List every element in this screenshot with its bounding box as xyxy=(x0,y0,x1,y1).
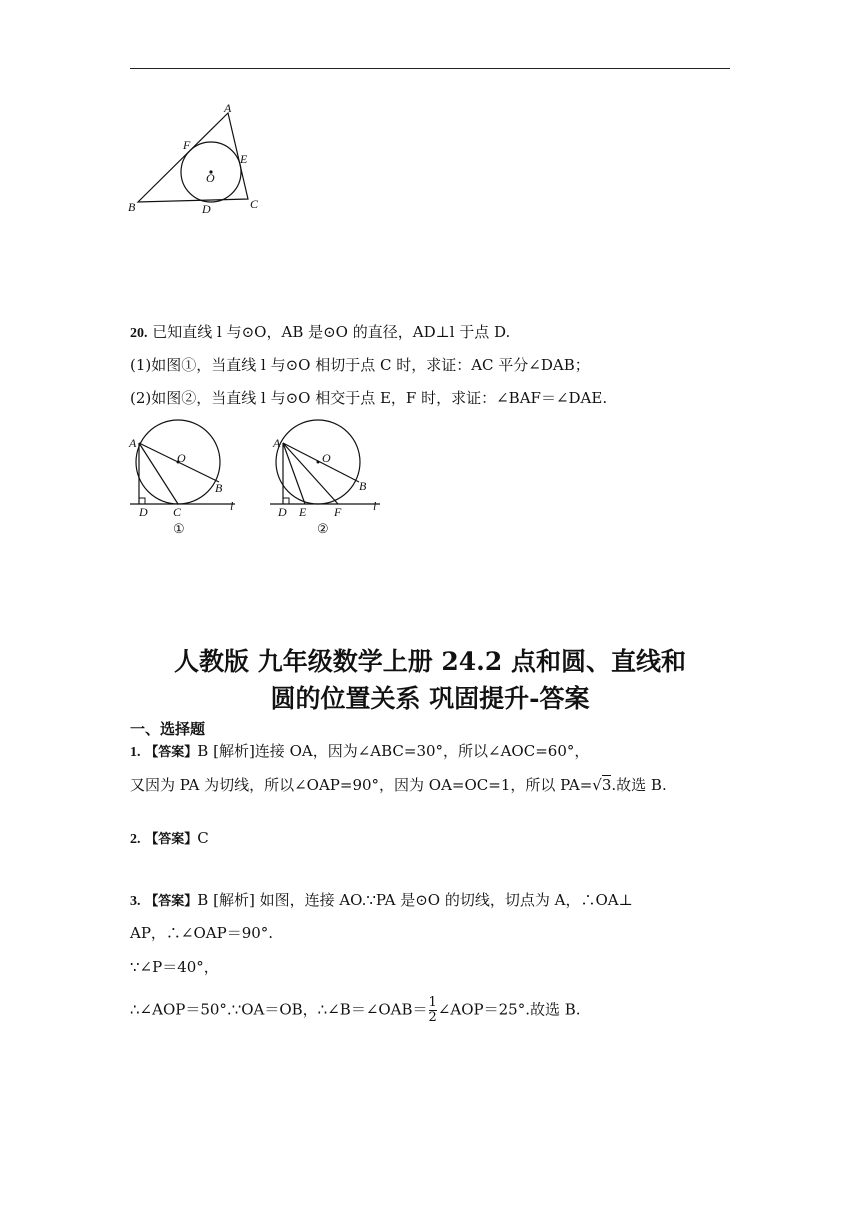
triangle-incircle-figure xyxy=(120,100,270,220)
label-C: C xyxy=(173,505,182,519)
page-title-line-2: 圆的位置关系 巩固提升-答案 xyxy=(270,684,590,713)
label-D: D xyxy=(278,505,287,519)
q20-part2: (2)如图②，当直线 l 与⊙O 相交于点 E，F 时，求证：∠BAF＝∠DAE. xyxy=(130,389,608,407)
label-E: E xyxy=(299,505,307,519)
q20-stem-text: 已知直线 l 与⊙O，AB 是⊙O 的直径，AD⊥l 于点 D. xyxy=(152,323,511,341)
label-A: A xyxy=(129,436,137,450)
label-O: O xyxy=(206,171,215,185)
answer-1-number: 1. xyxy=(130,745,141,760)
sqrt-symbol: √ xyxy=(592,776,602,794)
answer-choice: B xyxy=(197,891,209,909)
answer-2-line xyxy=(130,827,209,851)
label-D: D xyxy=(139,505,148,519)
answer-3-number: 3. xyxy=(130,894,141,909)
label-B: B xyxy=(128,200,136,214)
answer-3-line-4 xyxy=(130,996,581,1025)
answer-1-text: 又因为 PA 为切线，所以∠OAP=90°，因为 OA=OC=1，所以 PA= xyxy=(130,776,593,794)
answer-3-line-2: AP，∴∠OAP＝90°. xyxy=(130,924,274,942)
label-A: A xyxy=(224,101,232,115)
label-D: D xyxy=(202,202,211,216)
answer-1-tail: .故选 B. xyxy=(611,776,667,794)
answer-3-line-1 xyxy=(130,889,633,913)
answer-choice: B xyxy=(197,742,209,760)
section-heading: 一、选择题 xyxy=(130,720,206,738)
label-O: O xyxy=(177,451,186,465)
q20-number: 20. xyxy=(130,326,148,341)
answer-1-analysis: [解析]连接 OA，因为∠ABC=30°，所以∠AOC=60°， xyxy=(208,742,590,760)
q20-figure-2 xyxy=(265,418,395,538)
label-F: F xyxy=(183,138,191,152)
fraction-one-half xyxy=(429,996,437,1025)
answer-choice: C xyxy=(197,829,209,847)
answer-tag: 【答案】 xyxy=(145,894,198,909)
label-l: l xyxy=(373,499,377,513)
header-rule xyxy=(130,68,730,69)
sqrt-value: 3 xyxy=(601,776,612,794)
answer-2-number: 2. xyxy=(130,832,141,847)
figure-caption-1: ① xyxy=(173,521,185,536)
label-C: C xyxy=(250,197,259,211)
answer-1-line-2 xyxy=(130,774,667,796)
answer-1-line-1 xyxy=(130,740,589,764)
answer-3-text: ∴∠AOP＝50°.∵OA＝OB，∴∠B＝∠OAB＝ xyxy=(130,1000,428,1019)
label-O: O xyxy=(322,451,331,465)
answer-3-line-3: ∵∠P＝40°， xyxy=(130,958,219,976)
answer-3-tail: ∠AOP＝25°.故选 B. xyxy=(437,1000,581,1019)
label-B: B xyxy=(359,479,367,493)
q20-figure-1 xyxy=(125,418,255,538)
answer-tag: 【答案】 xyxy=(145,745,198,760)
q20-stem xyxy=(130,321,510,345)
page-title-line-1: 人教版 九年级数学上册 24.2 点和圆、直线和 xyxy=(173,647,686,676)
label-A: A xyxy=(273,436,281,450)
q20-part1: (1)如图①，当直线 l 与⊙O 相切于点 C 时，求证：AC 平分∠DAB； xyxy=(130,356,590,374)
label-F: F xyxy=(334,505,342,519)
label-l: l xyxy=(230,499,234,513)
label-E: E xyxy=(240,152,248,166)
fraction-denominator: 2 xyxy=(428,1010,437,1025)
label-B: B xyxy=(215,481,223,495)
answer-tag: 【答案】 xyxy=(145,832,198,847)
answer-3-analysis: [解析] 如图，连接 AO.∵PA 是⊙O 的切线，切点为 A，∴OA⊥ xyxy=(208,891,633,909)
fraction-numerator: 1 xyxy=(428,995,437,1010)
figure-caption-2: ② xyxy=(317,521,329,536)
